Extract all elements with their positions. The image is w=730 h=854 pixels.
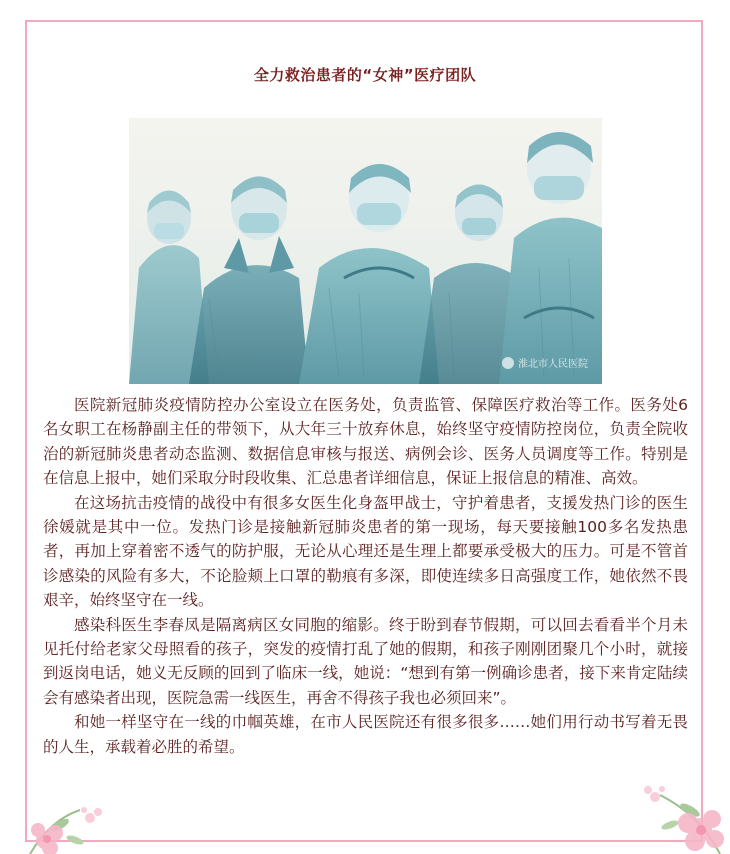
article-body bbox=[43, 393, 688, 759]
watermark-text: 淮北市人民医院 bbox=[518, 359, 588, 370]
flower-decoration-right bbox=[600, 755, 730, 854]
paragraph-1: 医院新冠肺炎疫情防控办公室设立在医务处，负责监管、保障医疗救治等工作。医务处6名女职工在杨静副主任的带领下，从大年三十放弃休息，始终坚守疫情防控岗位，负责全院收治的新冠肺炎患者动态监测、数据信息审核与报送、病例会诊、医务人员调度等工作。特别是在信息上报中，她们采取分时段收集、汇总患者详细信息，保证上报信息的精准、高效。 bbox=[43, 396, 688, 488]
paragraph-4: 和她一样坚守在一线的巾帼英雄，在市人民医院还有很多很多……她们用行动书写着无畏的人生，承载着必胜的希望。 bbox=[43, 713, 688, 756]
article-title: 全力救治患者的“女神”医疗团队 bbox=[253, 66, 477, 84]
paragraph-3: 感染科医生李春凤是隔离病区女同胞的缩影。终于盼到春节假期，可以回去看看半个月未见托付给老家父母照看的孩子，突发的疫情打乱了她的假期，和孩子刚刚团聚几个小时，就接到返岗电话，她义无反顾的回到了临床一线，她说：“想到有第一例确诊患者，接下来肯定陆续会有感染者出现，医院急需一线医生，再舍不得孩子我也必须回来”。 bbox=[43, 615, 688, 707]
wechat-icon bbox=[502, 357, 514, 369]
medical-team-illustration bbox=[129, 118, 602, 384]
flower-decoration-left bbox=[20, 770, 130, 854]
image-watermark bbox=[502, 355, 588, 370]
paragraph-2: 在这场抗击疫情的战役中有很多女医生化身盔甲战士，守护着患者，支援发热门诊的医生徐媛就是其中一位。发热门诊是接触新冠肺炎患者的第一现场，每天要接触100多名发热患者，再加上穿着密不透气的防护服，无论从心理还是生理上都要承受极大的压力。可是不管首诊感染的风险有多大，不论脸颊上口罩的勒痕有多深，即使连续多日高强度工作，她依然不畏艰辛，始终坚守在一线。 bbox=[43, 493, 688, 610]
